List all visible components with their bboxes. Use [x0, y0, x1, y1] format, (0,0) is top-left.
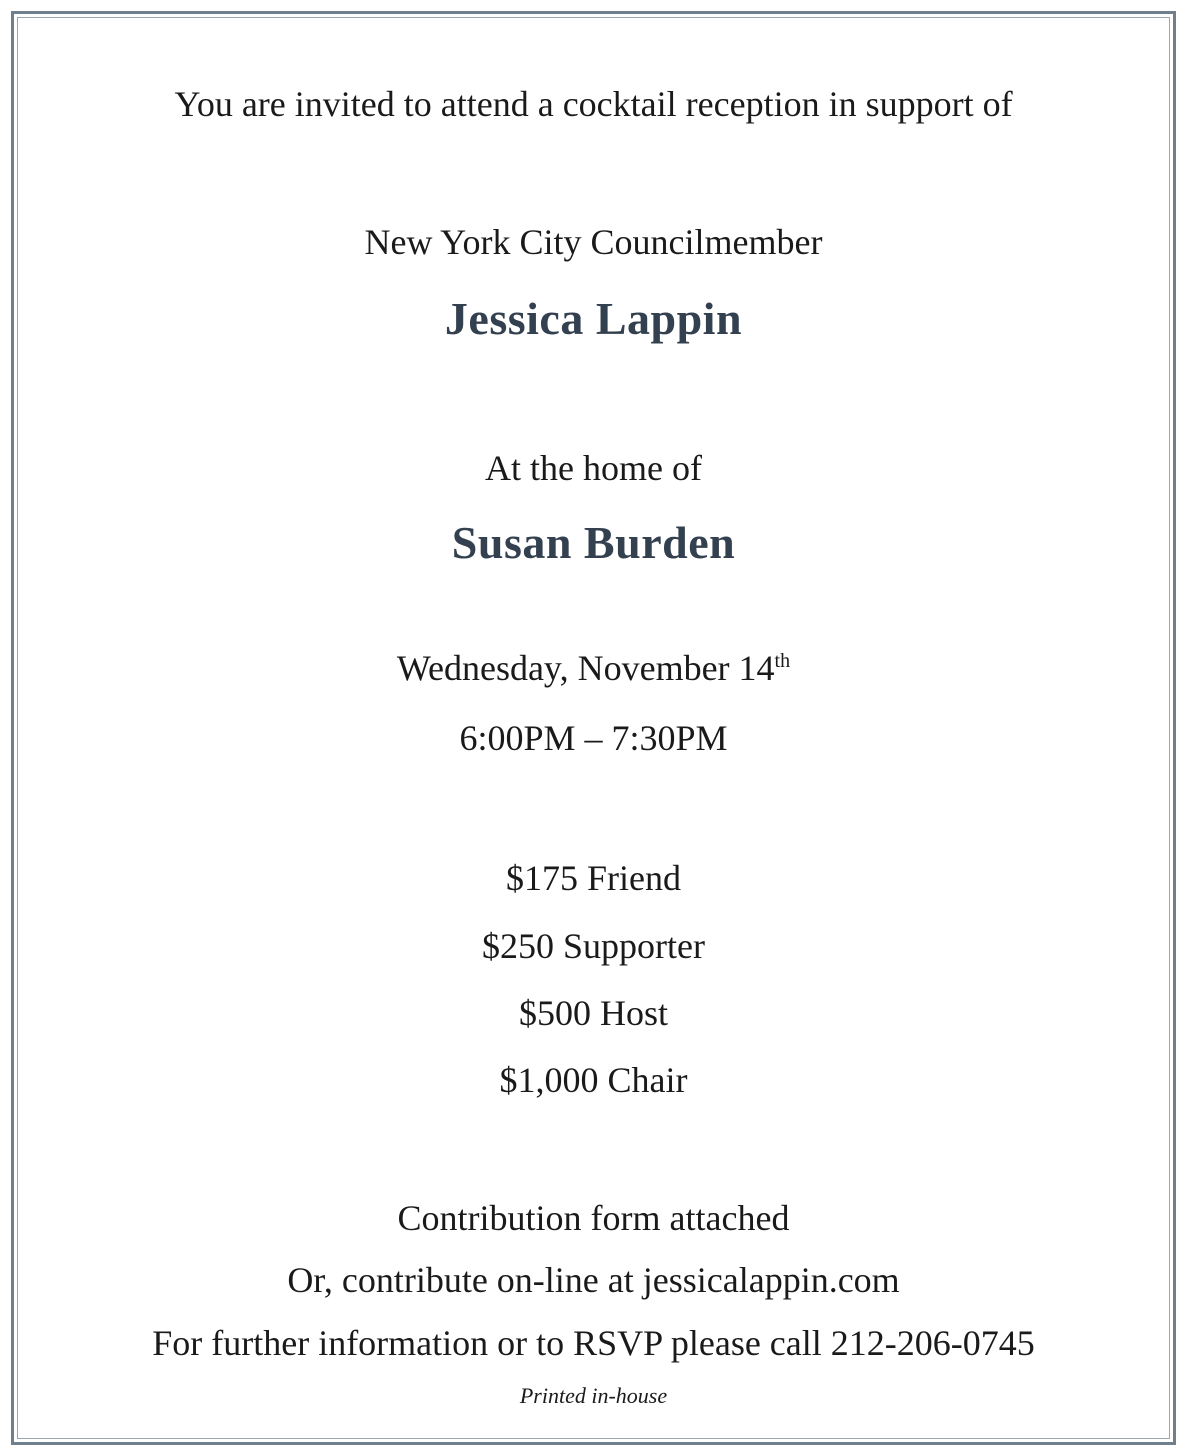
level-supporter: $250 Supporter — [482, 926, 705, 966]
event-date-suffix: th — [774, 650, 791, 672]
event-date — [0, 650, 1187, 686]
contribute-online-text: Or, contribute on-line at jessicalappin.com — [287, 1260, 900, 1300]
role-text: New York City Councilmember — [364, 222, 823, 262]
intro-text: You are invited to attend a cocktail reception in support of — [174, 84, 1013, 124]
level-chair: $1,000 Chair — [499, 1060, 688, 1100]
event-time: 6:00PM – 7:30PM — [459, 718, 728, 758]
level-host: $500 Host — [518, 993, 668, 1033]
contribution-form-text: Contribution form attached — [397, 1198, 790, 1238]
event-date-text: Wednesday, November 14 — [396, 648, 775, 688]
host-name: Susan Burden — [451, 517, 736, 568]
home-prefix-text: At the home of — [485, 448, 702, 488]
printed-in-house-note: Printed in-house — [519, 1383, 668, 1408]
rsvp-text: For further information or to RSVP please call 212-206-0745 — [152, 1323, 1035, 1363]
level-friend: $175 Friend — [506, 858, 681, 898]
candidate-name: Jessica Lappin — [444, 293, 743, 344]
